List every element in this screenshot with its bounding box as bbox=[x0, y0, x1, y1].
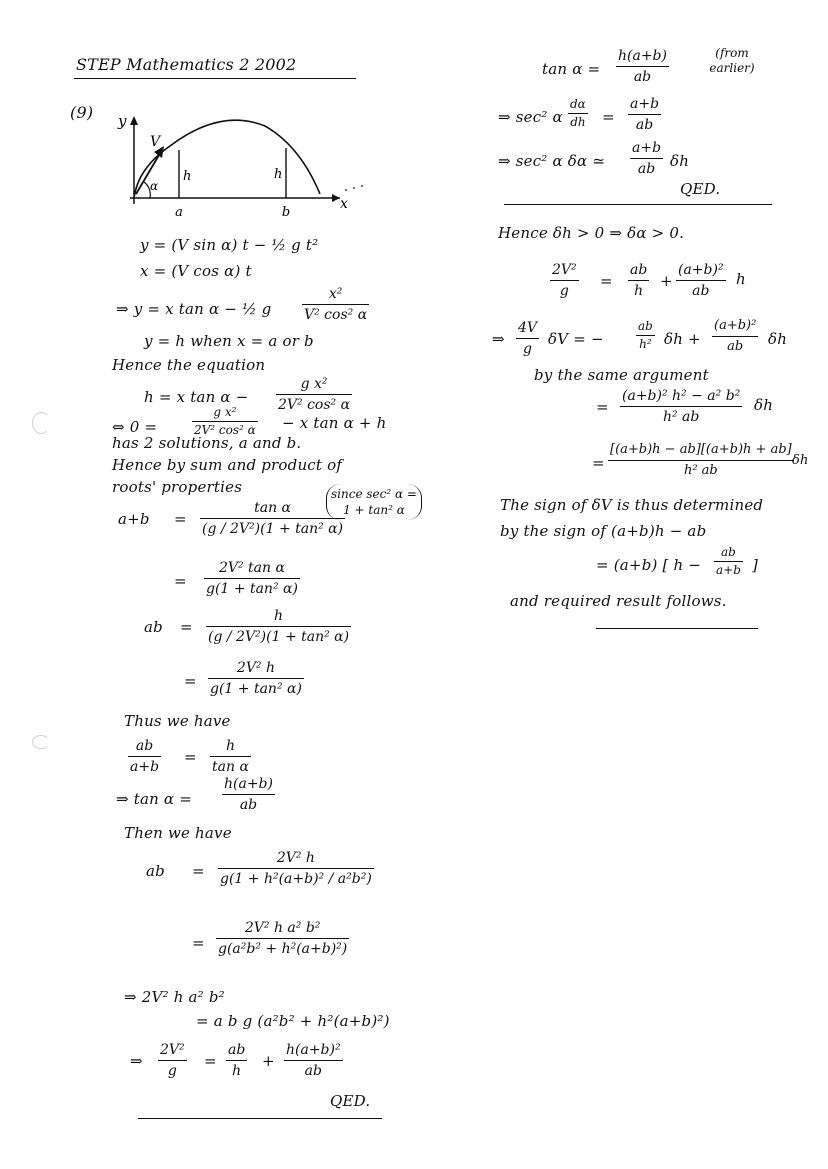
implication-line-1: ⇒ 2V² h a² b² bbox=[124, 988, 225, 1006]
text-hence-equation: Hence the equation bbox=[112, 356, 266, 374]
simplified-fraction bbox=[620, 388, 742, 425]
eq-quadratic-fraction bbox=[192, 406, 258, 437]
relation-plus: + bbox=[660, 272, 673, 290]
ratio-rhs-fraction bbox=[210, 738, 251, 775]
numerator: (a+b)² h² − a² b² bbox=[620, 388, 742, 407]
question-number: (9) bbox=[70, 103, 94, 122]
product3-lhs: ab bbox=[146, 862, 165, 880]
alpha-label: α bbox=[150, 179, 159, 193]
denominator: ab bbox=[635, 117, 654, 133]
factored-equals: = bbox=[592, 454, 605, 472]
differential-term1-fraction bbox=[636, 320, 655, 351]
denominator: h² ab bbox=[662, 409, 700, 425]
product-equals: = bbox=[180, 618, 193, 636]
differential-mid2: δh + bbox=[664, 330, 701, 348]
x-axis-label: x bbox=[340, 196, 348, 212]
denominator: tan α bbox=[212, 759, 249, 775]
relation-term2-fraction bbox=[676, 262, 726, 299]
numerator: g x² bbox=[276, 376, 352, 395]
small-change-fraction bbox=[630, 140, 663, 177]
derivative-equals: = bbox=[602, 108, 615, 126]
numerator: 2V² tan α bbox=[204, 560, 300, 579]
denominator: g bbox=[559, 283, 569, 299]
simplified-suffix: δh bbox=[754, 396, 774, 414]
eq-quadratic-prefix: ⇔ 0 = bbox=[112, 418, 158, 436]
eq-y-of-x-prefix: ⇒ y = x tan α − ½ g bbox=[116, 300, 272, 318]
differential-term2-fraction bbox=[712, 318, 758, 355]
small-change-prefix: ⇒ sec² α δα ≃ bbox=[498, 152, 606, 170]
numerator: 2V² bbox=[550, 262, 579, 281]
denominator: h² ab bbox=[683, 463, 718, 478]
numerator: ab bbox=[128, 738, 161, 757]
numerator: ab bbox=[226, 1042, 247, 1061]
numerator: h bbox=[206, 608, 351, 627]
small-change-suffix: δh bbox=[670, 152, 690, 170]
x-axis-arrow bbox=[332, 194, 340, 202]
eq-x-of-t: x = (V cos α) t bbox=[140, 262, 252, 280]
numerator: (a+b)² bbox=[712, 318, 758, 337]
numerator: ab bbox=[628, 262, 649, 281]
product3-fraction bbox=[218, 850, 374, 887]
denominator: a+b bbox=[716, 563, 741, 577]
denominator: g(1 + tan² α) bbox=[210, 681, 302, 697]
denominator: h bbox=[232, 1063, 242, 1079]
final-eq-term1-fraction bbox=[226, 1042, 247, 1079]
simplified-equals: = bbox=[596, 398, 609, 416]
qed-left: QED. bbox=[330, 1092, 371, 1110]
condition-y-equals-h: y = h when x = a or b bbox=[144, 332, 314, 350]
punch-hole-bottom bbox=[32, 735, 50, 749]
numerator: 2V² h bbox=[218, 850, 374, 869]
page-header: STEP Mathematics 2 2002 bbox=[76, 55, 297, 74]
final-eq-lhs-fraction bbox=[158, 1042, 187, 1079]
text-hence-delta: Hence δh > 0 ⇒ δα > 0. bbox=[498, 224, 685, 242]
denominator: ab bbox=[304, 1063, 322, 1079]
factored-fraction bbox=[608, 442, 794, 479]
relation-equals: = bbox=[600, 272, 613, 290]
sum-lhs: a+b bbox=[118, 510, 150, 528]
tan-result-prefix: ⇒ tan α = bbox=[116, 790, 193, 808]
text-same-argument: by the same argument bbox=[534, 366, 709, 384]
numerator: h(a+b) bbox=[616, 48, 669, 67]
denominator: h² bbox=[639, 337, 652, 351]
product3-equals: = bbox=[192, 862, 205, 880]
denominator: g bbox=[167, 1063, 177, 1079]
final-factor-prefix: = (a+b) [ h − bbox=[596, 556, 702, 574]
tan-recall-prefix: tan α = bbox=[542, 60, 601, 78]
punch-hole-top bbox=[32, 412, 50, 434]
product2-equals: = bbox=[184, 672, 197, 690]
eq-y-of-t: y = (V sin α) t − ½ g t² bbox=[140, 236, 319, 254]
denominator: 2V² cos² α bbox=[194, 423, 256, 437]
denominator: ab bbox=[239, 797, 258, 813]
denominator: g bbox=[523, 341, 532, 357]
divider-right-bottom bbox=[596, 628, 758, 629]
qed-right: QED. bbox=[680, 180, 721, 198]
divider-left-bottom bbox=[138, 1118, 382, 1119]
height-label-b: h bbox=[274, 167, 283, 182]
point-a-label: a bbox=[175, 205, 183, 218]
height-label-a: h bbox=[183, 169, 192, 184]
denominator: ab bbox=[637, 161, 656, 177]
product-fraction bbox=[206, 608, 351, 645]
text-sign-of-expression: by the sign of (a+b)h − ab bbox=[500, 522, 707, 540]
y-axis-arrow bbox=[130, 116, 138, 125]
relation-term1-fraction bbox=[628, 262, 649, 299]
dot bbox=[345, 189, 347, 191]
numerator: 2V² h bbox=[208, 660, 304, 679]
denominator: ab bbox=[633, 69, 652, 85]
final-eq-equals: = bbox=[204, 1052, 217, 1070]
denominator: V² cos² α bbox=[304, 307, 368, 323]
ratio-equals: = bbox=[184, 748, 197, 766]
denominator: ab bbox=[727, 339, 744, 354]
differential-mid: δV = − bbox=[548, 330, 604, 348]
denominator: g(a²b² + h²(a+b)²) bbox=[218, 941, 348, 957]
relation-suffix: h bbox=[736, 270, 746, 288]
ratio-lhs-fraction bbox=[128, 738, 161, 775]
numerator: 4V bbox=[516, 320, 539, 339]
identity-note: since sec² α = 1 + tan² α bbox=[326, 484, 422, 520]
tan-recall-fraction bbox=[616, 48, 669, 85]
sum-equals: = bbox=[174, 510, 187, 528]
numerator: g x² bbox=[192, 406, 258, 422]
text-two-solutions: has 2 solutions, a and b. bbox=[112, 434, 302, 452]
velocity-label: V bbox=[150, 134, 161, 150]
denominator: (g / 2V²)(1 + tan² α) bbox=[202, 521, 344, 537]
implication-line-2: = a b g (a²b² + h²(a+b)²) bbox=[196, 1012, 390, 1030]
final-eq-plus: + bbox=[262, 1052, 275, 1070]
from-earlier-note: (from earlier) bbox=[709, 46, 755, 75]
text-thus-we-have: Thus we have bbox=[124, 712, 231, 730]
numerator: (a+b)² bbox=[676, 262, 726, 281]
product4-equals: = bbox=[192, 934, 205, 952]
numerator: ab bbox=[714, 546, 743, 562]
product4-fraction bbox=[216, 920, 349, 957]
denominator: g(1 + h²(a+b)² / a²b²) bbox=[220, 871, 372, 887]
numerator: a+b bbox=[630, 140, 663, 159]
text-result-follows: and required result follows. bbox=[510, 592, 727, 610]
eq-y-of-x-fraction bbox=[302, 286, 369, 323]
numerator: h(a+b)² bbox=[284, 1042, 343, 1061]
sum-fraction bbox=[200, 500, 345, 537]
numerator: ab bbox=[636, 320, 655, 336]
text-roots-properties: roots' properties bbox=[112, 478, 243, 496]
header-underline bbox=[74, 78, 356, 79]
numerator: h(a+b) bbox=[222, 776, 275, 795]
trajectory-curve bbox=[134, 120, 320, 198]
denominator: 2V² cos² α bbox=[278, 397, 351, 413]
final-eq-term2-fraction bbox=[284, 1042, 343, 1079]
sum2-equals: = bbox=[174, 572, 187, 590]
relation-lhs-fraction bbox=[550, 262, 579, 299]
numerator: [(a+b)h − ab][(a+b)h + ab] bbox=[608, 442, 794, 461]
numerator: a+b bbox=[628, 96, 661, 115]
numerator: dα bbox=[568, 98, 588, 114]
denominator: ab bbox=[692, 283, 710, 299]
differential-suffix: δh bbox=[768, 330, 788, 348]
final-factor-fraction bbox=[714, 546, 743, 577]
y-axis-label: y bbox=[118, 112, 127, 130]
sum2-fraction bbox=[204, 560, 300, 597]
denominator: g(1 + tan² α) bbox=[206, 581, 298, 597]
dot bbox=[353, 187, 355, 189]
trajectory-diagram bbox=[110, 108, 370, 218]
dot bbox=[361, 185, 363, 187]
denominator: h bbox=[634, 283, 644, 299]
derivative-prefix: ⇒ sec² α bbox=[498, 108, 563, 126]
factored-suffix: δh bbox=[792, 453, 809, 468]
product-lhs: ab bbox=[144, 618, 163, 636]
numerator: x² bbox=[302, 286, 369, 305]
divider-right-top bbox=[504, 204, 772, 205]
text-hence-sum-product: Hence by sum and product of bbox=[112, 456, 343, 474]
denominator: (g / 2V²)(1 + tan² α) bbox=[208, 629, 350, 645]
final-factor-suffix: ] bbox=[752, 556, 759, 574]
derivative-d-alpha-dh bbox=[568, 98, 588, 129]
numerator: h bbox=[210, 738, 251, 757]
denominator: dh bbox=[570, 115, 586, 129]
tan-result-fraction bbox=[222, 776, 275, 813]
point-b-label: b bbox=[281, 205, 291, 218]
final-eq-prefix: ⇒ bbox=[130, 1052, 143, 1070]
numerator: 2V² bbox=[158, 1042, 187, 1061]
eq-quadratic-suffix: − x tan α + h bbox=[282, 414, 387, 432]
product2-fraction bbox=[208, 660, 304, 697]
derivative-rhs-fraction bbox=[628, 96, 661, 133]
numerator: 2V² h a² b² bbox=[216, 920, 349, 939]
numerator: tan α bbox=[200, 500, 345, 519]
denominator: a+b bbox=[130, 759, 160, 775]
text-sign-determined: The sign of δV is thus determined bbox=[500, 496, 764, 514]
eq-h-fraction bbox=[276, 376, 352, 413]
differential-lhs-fraction bbox=[516, 320, 539, 357]
text-then-we-have: Then we have bbox=[124, 824, 232, 842]
eq-h-prefix: h = x tan α − bbox=[144, 388, 249, 406]
differential-prefix: ⇒ bbox=[492, 330, 505, 348]
